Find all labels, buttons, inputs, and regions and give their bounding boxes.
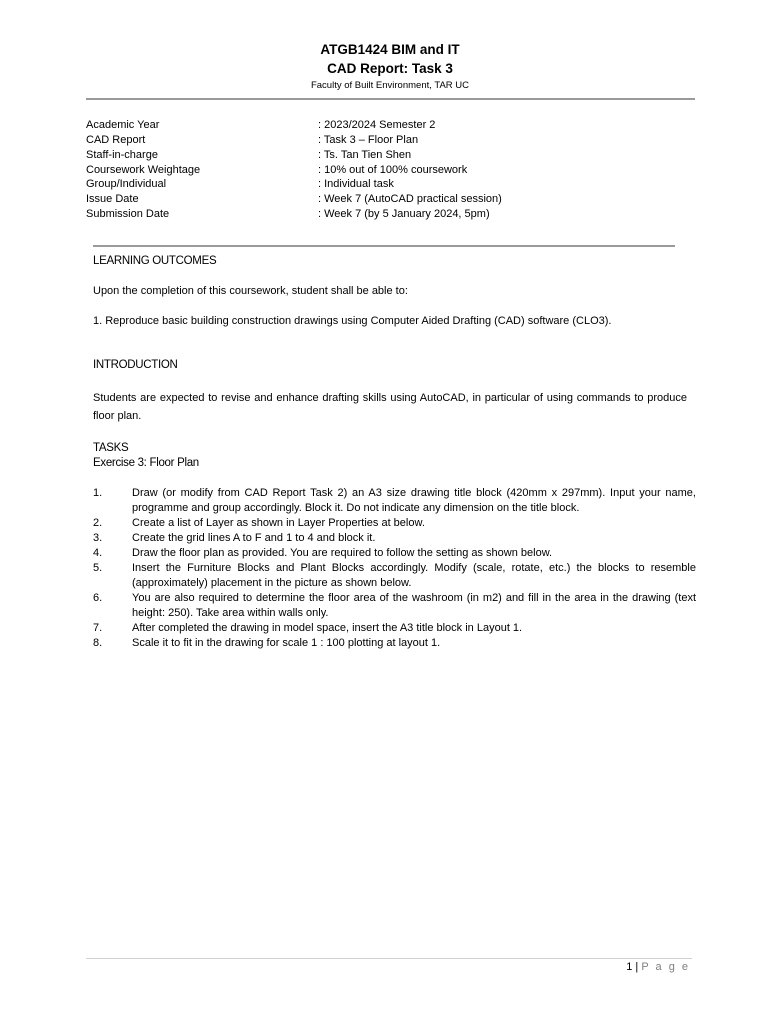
info-value: : 2023/2024 Semester 2 [318, 119, 436, 131]
info-label: CAD Report [86, 134, 146, 146]
task-text: Draw (or modify from CAD Report Task 2) an A3 size drawing title block (420mm x 297mm). Input your name, programme and group accordingly. Block it. Do not indicate any dimension on the title block. [132, 487, 696, 514]
footer-separator: | [635, 961, 639, 973]
introduction-text: Students are expected to revise and enhance drafting skills using AutoCAD, in particular of using commands to produce floor plan. [93, 392, 687, 422]
task-text: Create a list of Layer as shown in Layer Properties at below. [132, 517, 425, 529]
learning-outcomes-intro: Upon the completion of this coursework, student shall be able to: [93, 285, 408, 297]
info-label: Group/Individual [86, 178, 167, 190]
task-number: 6. [93, 592, 103, 604]
info-row [86, 149, 686, 164]
task-number: 2. [93, 517, 103, 529]
info-label: Submission Date [86, 208, 170, 220]
info-label: Staff-in-charge [86, 149, 158, 161]
header-divider [86, 98, 695, 100]
info-value: : 10% out of 100% coursework [318, 164, 468, 176]
task-number: 3. [93, 532, 103, 544]
info-row [86, 119, 686, 134]
course-title: ATGB1424 BIM and IT [320, 42, 460, 57]
info-value: : Ts. Tan Tien Shen [318, 149, 412, 161]
learning-outcome-item: 1. Reproduce basic building construction drawings using Computer Aided Drafting (CAD) software (CLO3). [93, 315, 612, 327]
tasks-heading: TASKS [93, 442, 129, 454]
page-footer [626, 961, 690, 973]
task-text: Insert the Furniture Blocks and Plant Blocks accordingly. Modify (scale, rotate, etc.) the blocks to resemble (approximately) placement in the picture as shown below. [132, 562, 696, 589]
info-value: : Task 3 – Floor Plan [318, 134, 419, 146]
info-row [86, 208, 686, 223]
learning-outcomes-heading: LEARNING OUTCOMES [93, 255, 217, 267]
info-label: Coursework Weightage [86, 164, 201, 176]
task-number: 4. [93, 547, 103, 559]
task-text: Create the grid lines A to F and 1 to 4 and block it. [132, 532, 376, 544]
report-title: CAD Report: Task 3 [327, 61, 453, 76]
task-text: Scale it to fit in the drawing for scale 1 : 100 plotting at layout 1. [132, 637, 441, 649]
info-row [86, 164, 686, 179]
info-value: : Week 7 (by 5 January 2024, 5pm) [318, 208, 490, 220]
task-number: 7. [93, 622, 103, 634]
info-label: Academic Year [86, 119, 160, 131]
info-value: : Week 7 (AutoCAD practical session) [318, 193, 502, 205]
footer-divider [86, 958, 692, 959]
info-row [86, 178, 686, 193]
task-text: You are also required to determine the floor area of the washroom (in m2) and fill in the area in the drawing (text height: 250). Take area within walls only. [132, 592, 696, 619]
exercise-heading: Exercise 3: Floor Plan [93, 457, 199, 469]
info-row [86, 193, 686, 208]
faculty-subtitle: Faculty of Built Environment, TAR UC [310, 80, 470, 91]
task-text: After completed the drawing in model space, insert the A3 title block in Layout 1. [132, 622, 523, 634]
task-number: 5. [93, 562, 103, 574]
section-divider [93, 245, 675, 247]
info-value: : Individual task [318, 178, 394, 190]
info-row [86, 134, 686, 149]
page-number: 1 [626, 961, 633, 973]
page-label: P a g e [641, 961, 690, 973]
introduction-heading: INTRODUCTION [93, 359, 178, 371]
info-label: Issue Date [86, 193, 139, 205]
task-number: 8. [93, 637, 103, 649]
task-number: 1. [93, 487, 103, 499]
task-text: Draw the floor plan as provided. You are required to follow the setting as shown below. [132, 547, 553, 559]
